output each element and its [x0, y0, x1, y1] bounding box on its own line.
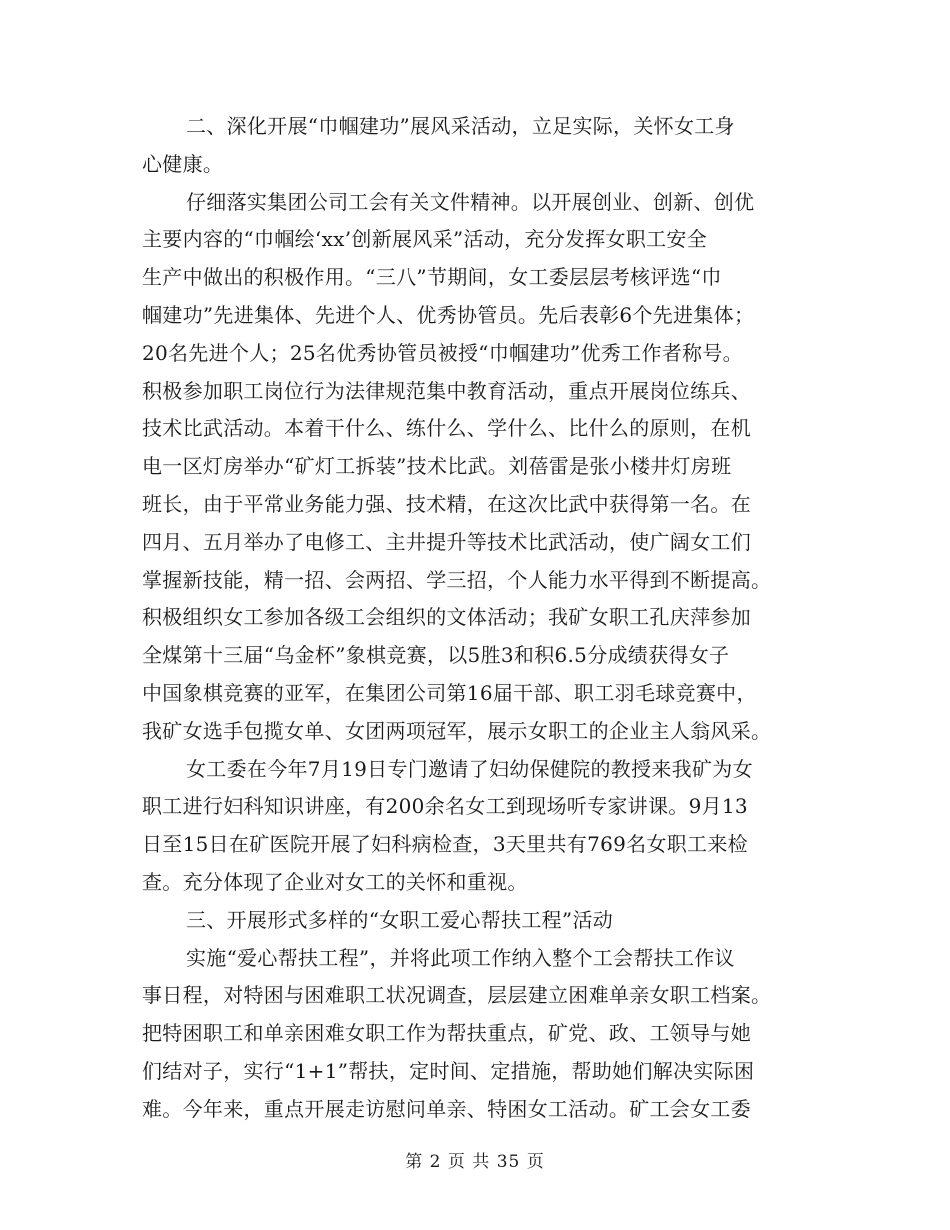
text-line: 生产中做出的积极作用。“三八”节期间，女工委层层考核评选“巾	[142, 265, 722, 290]
text-line: 我矿女选手包揽女单、女团两项冠军，展示女职工的企业主人翁风采。	[142, 718, 772, 743]
text-line: 帼建功”先进集体、先进个人、优秀协管员。先后表彰6个先进集体；	[142, 302, 755, 327]
heading-section-3: 三、开展形式多样的“女职工爱心帮扶工程”活动	[186, 907, 614, 932]
text-line: 中国象棋竞赛的亚军，在集团公司第16届干部、职工羽毛球竞赛中，	[142, 680, 757, 705]
text-line: 班长，由于平常业务能力强、技术精，在这次比武中获得第一名。在	[142, 491, 751, 516]
text-line: 们结对子，实行“1+1”帮扶，定时间、定措施，帮助她们解决实际困	[142, 1058, 755, 1083]
text-line: 主要内容的“巾帼绘‘xx’创新展风采”活动，充分发挥女职工安全	[142, 227, 708, 252]
paragraph-start: 实施“爱心帮扶工程”，并将此项工作纳入整个工会帮扶工作议	[186, 945, 735, 970]
text-line: 全煤第十三届“乌金杯”象棋竞赛，以5胜3和积6.5分成绩获得女子	[142, 643, 730, 668]
page-number-footer: 第 2 页 共 35 页	[405, 1152, 545, 1172]
text-line: 技术比武活动。本着干什么、练什么、学什么、比什么的原则，在机	[142, 416, 751, 441]
text-line: 把特困职工和单亲困难女职工作为帮扶重点，矿党、政、工领导与她	[142, 1021, 751, 1046]
text-line: 日至15日在矿医院开展了妇科病检查，3天里共有769名女职工来检	[142, 832, 748, 857]
text-line: 积极参加职工岗位行为法律规范集中教育活动，重点开展岗位练兵、	[142, 378, 751, 403]
heading-section-2: 二、深化开展“巾帼建功”展风采活动，立足实际，关怀女工身	[186, 114, 735, 138]
text-line: 积极组织女工参加各级工会组织的文体活动；我矿女职工孔庆萍参加	[142, 605, 751, 630]
text-line: 事日程，对特困与困难职工状况调查，层层建立困难单亲女职工档案。	[142, 983, 772, 1008]
text-line: 难。今年来，重点开展走访慰问单亲、特困女工活动。矿工会女工委	[142, 1096, 751, 1121]
text-line: 心健康。	[142, 151, 224, 176]
text-line: 四月、五月举办了电修工、主井提升等技术比武活动，使广阔女工们	[142, 529, 751, 554]
paragraph-start: 女工委在今年7月19日专门邀请了妇幼保健院的教授来我矿为女	[186, 756, 753, 781]
text-line: 电一区灯房举办“矿灯工拆装”技术比武。刘蓓雷是张小楼井灯房班	[142, 454, 732, 479]
text-line: 20名先进个人；25名优秀协管员被授“巾帼建功”优秀工作者称号。	[142, 340, 743, 365]
document-body	[142, 108, 812, 1129]
text-line: 掌握新技能，精一招、会两招、学三招，个人能力水平得到不断提高。	[142, 567, 772, 592]
text-line: 职工进行妇科知识讲座，有200余名女工到现场听专家讲课。9月13	[142, 794, 748, 819]
paragraph-start: 仔细落实集团公司工会有关文件精神。以开展创业、创新、创优	[186, 189, 755, 214]
text-line: 查。充分体现了企业对女工的关怀和重视。	[142, 869, 528, 894]
